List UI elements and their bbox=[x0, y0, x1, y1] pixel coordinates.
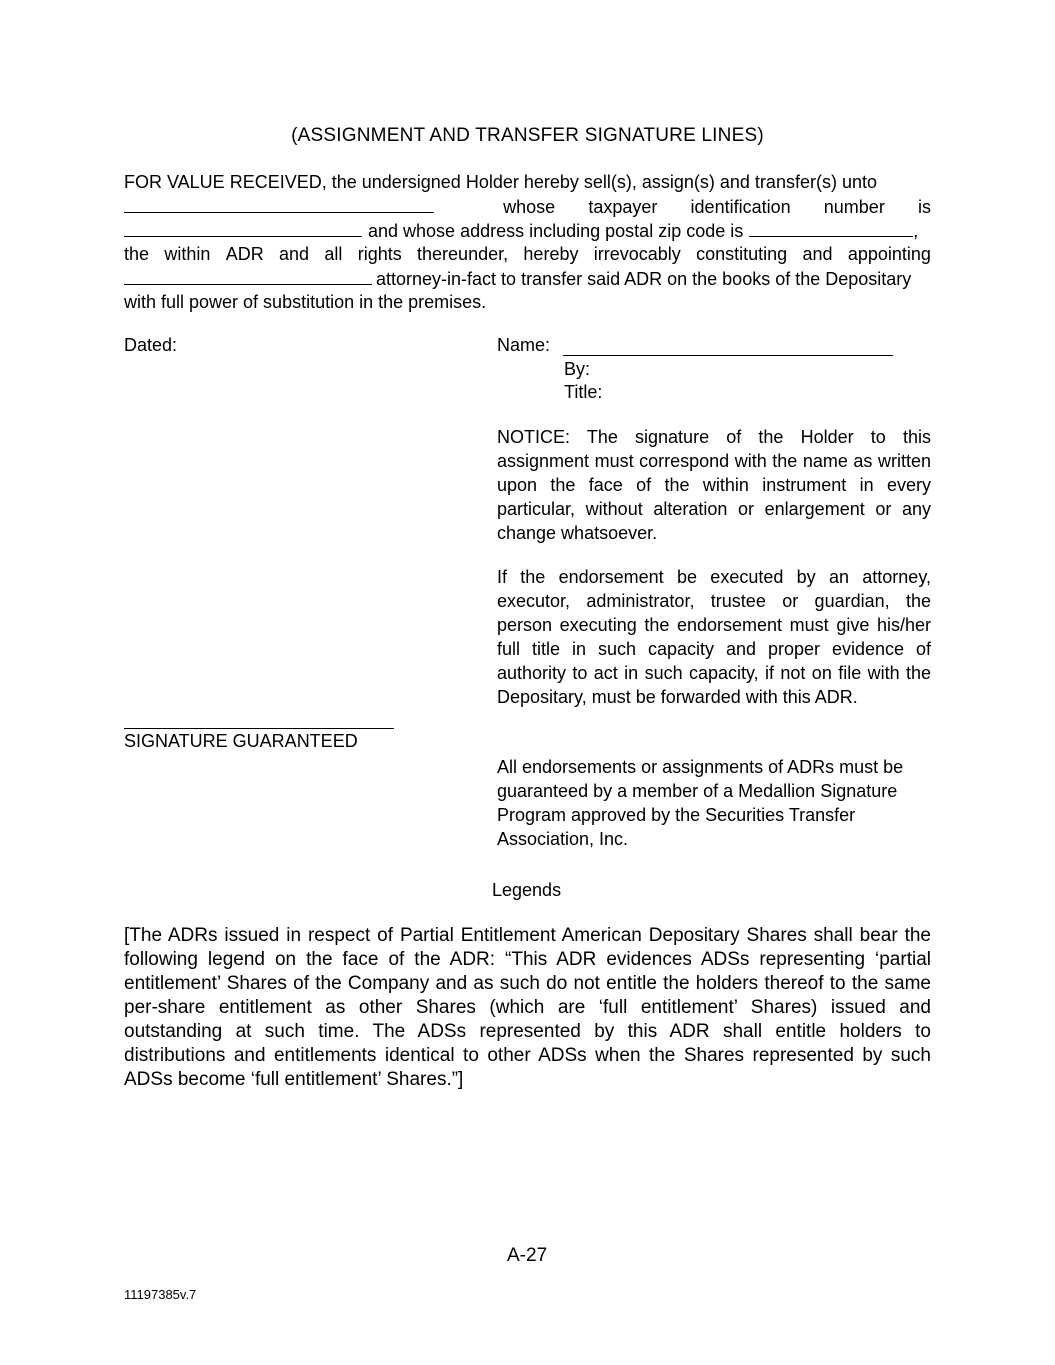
legend-paragraph: [The ADRs issued in respect of Partial Entitlement American Depositary Shares shall bear the following legend on the face of the ADR: “This ADR evidences ADSs representing ‘partial entitlement’ Shares of the Company and as such do not entitle the holders thereof to the same per-share entitlement as other Shares (which are ‘full entitlement’ Shares) issued and outstanding at such time. The ADSs represented by this ADR shall entitle holders to distributions and entitlements identical to other ADSs when the Shares represented by such ADSs become ‘full entitlement’ Shares.”] bbox=[124, 925, 931, 1090]
line4-word-10: and bbox=[802, 244, 833, 264]
assignment-line-1 bbox=[124, 170, 931, 194]
line4-word-0: the bbox=[124, 244, 150, 264]
line4-word-6: thereunder, bbox=[417, 244, 509, 264]
line4-word-9: constituting bbox=[696, 244, 788, 264]
assignment-line-6 bbox=[124, 290, 931, 314]
line2-word-3: number bbox=[823, 197, 885, 217]
line4-word-7: hereby bbox=[523, 244, 579, 264]
assignment-line-2 bbox=[124, 194, 931, 218]
line2-word-2: identification bbox=[690, 197, 791, 217]
assignment-line-5 bbox=[124, 266, 931, 290]
name-label: Name: bbox=[497, 335, 551, 355]
line4-word-11: appointing bbox=[847, 244, 931, 264]
taxpayer-id-blank[interactable] bbox=[124, 218, 362, 237]
line2-word-0: whose bbox=[503, 197, 556, 217]
zip-code-blank[interactable] bbox=[749, 218, 913, 237]
document-id: 11197385v.7 bbox=[124, 1287, 197, 1302]
legends-heading: Legends bbox=[492, 880, 562, 900]
dated-label: Dated: bbox=[124, 335, 178, 355]
address-text: and whose address including postal zip code is bbox=[368, 221, 744, 241]
assignment-line-3 bbox=[124, 218, 931, 242]
name-signature-line[interactable] bbox=[563, 355, 893, 356]
notice-paragraph: NOTICE: The signature of the Holder to this assignment must correspond with the name as written upon the face of the within instrument in every particular, without alteration or enlargement or any change whatsoever. bbox=[497, 427, 931, 543]
line4-word-8: irrevocably bbox=[593, 244, 681, 264]
page-number: A-27 bbox=[507, 1245, 548, 1266]
comma: , bbox=[913, 221, 919, 241]
substitution-text: with full power of substitution in the premises. bbox=[124, 292, 487, 312]
page-title: (ASSIGNMENT AND TRANSFER SIGNATURE LINES) bbox=[291, 125, 764, 146]
endorsement-paragraph: If the endorsement be executed by an attorney, executor, administrator, trustee or guardian, the person executing the endorsement must give his/her full title in such capacity and proper evidence of authority to act in such capacity, if not on file with the Depositary, must be forwarded with this ADR. bbox=[497, 567, 931, 707]
transferee-blank[interactable] bbox=[124, 194, 434, 213]
line2-word-1: taxpayer bbox=[588, 197, 658, 217]
guarantee-note: All endorsements or assignments of ADRs must be guaranteed by a member of a Medallion Signature Program approved by the Securities Transfer Association, Inc. bbox=[497, 757, 904, 849]
line2-word-4: is bbox=[917, 197, 931, 217]
signature-guarantee-line[interactable] bbox=[124, 728, 394, 729]
by-label: By: bbox=[564, 359, 591, 379]
title-label: Title: bbox=[564, 382, 603, 402]
attorney-blank[interactable] bbox=[124, 266, 372, 285]
line4-word-1: within bbox=[164, 244, 211, 264]
assignment-line-4 bbox=[124, 242, 931, 266]
assignment-text-1: FOR VALUE RECEIVED, the undersigned Holder hereby sell(s), assign(s) and transfer(s) unto bbox=[124, 172, 877, 192]
signature-guaranteed-label: SIGNATURE GUARANTEED bbox=[124, 731, 358, 751]
line4-word-5: rights bbox=[357, 244, 402, 264]
line4-word-2: ADR bbox=[225, 244, 264, 264]
attorney-text: attorney-in-fact to transfer said ADR on the books of the Depositary bbox=[376, 269, 912, 289]
line4-word-3: and bbox=[279, 244, 310, 264]
line4-word-4: all bbox=[324, 244, 343, 264]
